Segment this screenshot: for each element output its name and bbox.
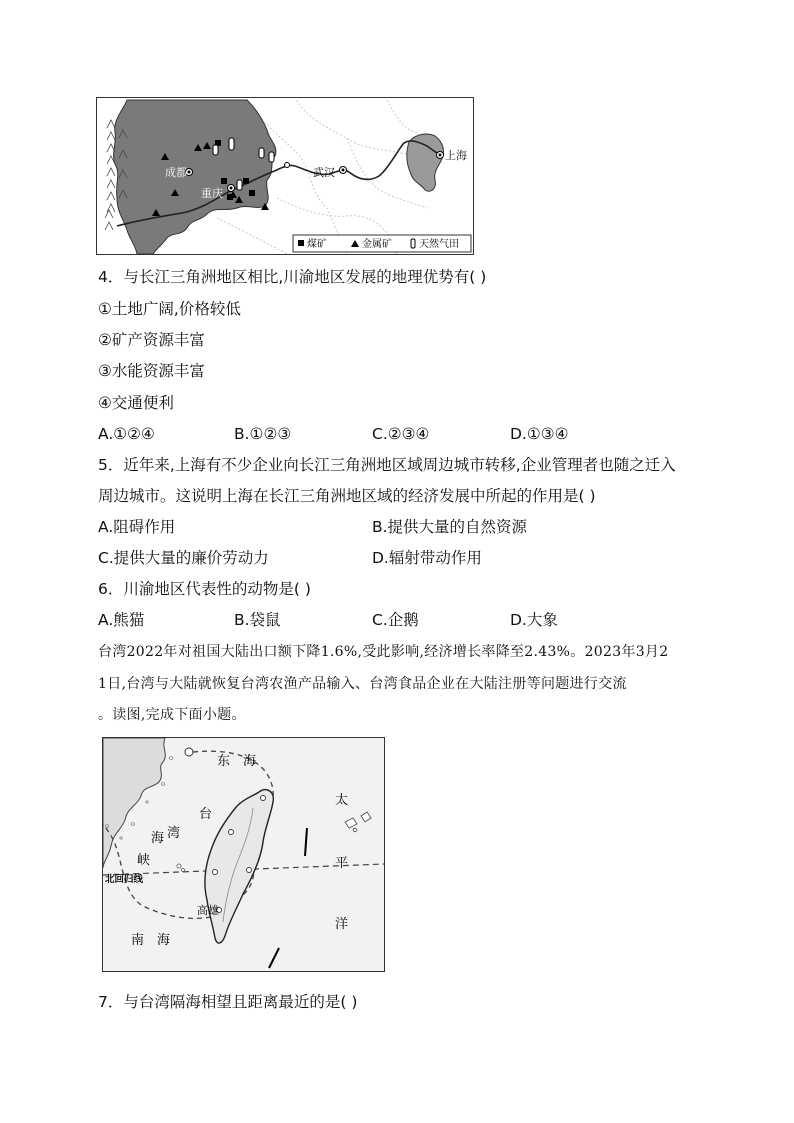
label-strait-2: 湾 xyxy=(167,826,181,841)
q6-option-a[interactable]: A.熊猫 xyxy=(98,611,145,629)
sichuan-yangtze-map xyxy=(96,97,474,255)
label-strait-4: 峡 xyxy=(137,853,151,868)
q4-option-a[interactable]: A.①②④ xyxy=(98,425,155,443)
q6-option-d[interactable]: D.大象 xyxy=(510,611,558,629)
label-south-sea: 南 海 xyxy=(131,933,171,948)
q4-option-b[interactable]: B.①②③ xyxy=(234,425,292,443)
mark-bar-1 xyxy=(305,828,307,856)
sichuan-chongqing-region xyxy=(114,100,276,254)
city-chengdu: 成都 xyxy=(165,166,187,179)
city-wuhan: 武汉 xyxy=(313,166,335,179)
q5-option-d[interactable]: D.辐射带动作用 xyxy=(372,549,482,567)
city-chongqing: 重庆 xyxy=(201,187,223,200)
q5-option-a[interactable]: A.阻碍作用 xyxy=(98,518,176,536)
label-pacific-1: 太 xyxy=(335,793,349,808)
q4-item-4: ④交通便利 xyxy=(98,394,174,412)
map2-svg xyxy=(103,738,384,971)
label-kaohsiung: 高雄 xyxy=(197,904,219,917)
yangtze-delta-region xyxy=(407,134,444,191)
q7-stem: 7．与台湾隔海相望且距离最近的是( ) xyxy=(98,993,358,1011)
label-tropic: 北回归线 xyxy=(105,874,144,885)
q6-option-c[interactable]: C.企鹅 xyxy=(372,611,419,629)
taiwan-map xyxy=(102,737,385,972)
port-marker xyxy=(185,748,193,756)
q5-option-b[interactable]: B.提供大量的自然资源 xyxy=(372,518,528,536)
label-east-sea: 东 海 xyxy=(217,754,257,769)
east-islets xyxy=(345,812,371,832)
q4-option-d[interactable]: D.①③④ xyxy=(510,425,569,443)
map1-legend xyxy=(293,235,471,252)
legend-gas: 天然气田 xyxy=(419,239,459,250)
legend-coal: 煤矿 xyxy=(307,239,327,250)
q5-stem-line1: 5．近年来,上海有不少企业向长江三角洲地区域周边城市转移,企业管理者也随之迁入 xyxy=(98,456,676,474)
taiwan-island xyxy=(205,790,273,943)
q4-option-c[interactable]: C.②③④ xyxy=(372,425,430,443)
passage-line2: 1日,台湾与大陆就恢复台湾农渔产品输入、台湾食品企业在大陆注册等问题进行交流 xyxy=(98,676,627,692)
mark-bar-2 xyxy=(269,948,279,968)
passage-line3: 。读图,完成下面小题。 xyxy=(98,707,246,723)
label-pacific-2: 平 xyxy=(335,856,349,871)
q4-item-3: ③水能资源丰富 xyxy=(98,362,205,380)
legend-metal: 金属矿 xyxy=(362,239,392,250)
q4-item-1: ①土地广阔,价格较低 xyxy=(98,300,241,318)
map1-svg xyxy=(97,98,473,254)
penghu-islands xyxy=(177,864,185,872)
q6-option-b[interactable]: B.袋鼠 xyxy=(234,611,281,629)
q5-stem-line2: 周边城市。这说明上海在长江三角洲地区域的经济发展中所起的作用是( ) xyxy=(98,487,596,505)
q4-item-2: ②矿产资源丰富 xyxy=(98,331,205,349)
q6-stem: 6．川渝地区代表性的动物是( ) xyxy=(98,580,311,598)
q5-option-c[interactable]: C.提供大量的廉价劳动力 xyxy=(98,549,269,567)
label-strait-1: 台 xyxy=(199,807,213,822)
city-shanghai: 上海 xyxy=(445,149,467,162)
label-pacific-3: 洋 xyxy=(335,917,349,932)
q4-stem: 4．与长江三角洲地区相比,川渝地区发展的地理优势有( ) xyxy=(98,268,487,286)
mainland-coast xyxy=(103,738,165,868)
label-strait-3: 海 xyxy=(151,831,165,846)
passage-line1: 台湾2022年对祖国大陆出口额下降1.6%,受此影响,经济增长率降至2.43%。2023年3月2 xyxy=(98,644,669,660)
